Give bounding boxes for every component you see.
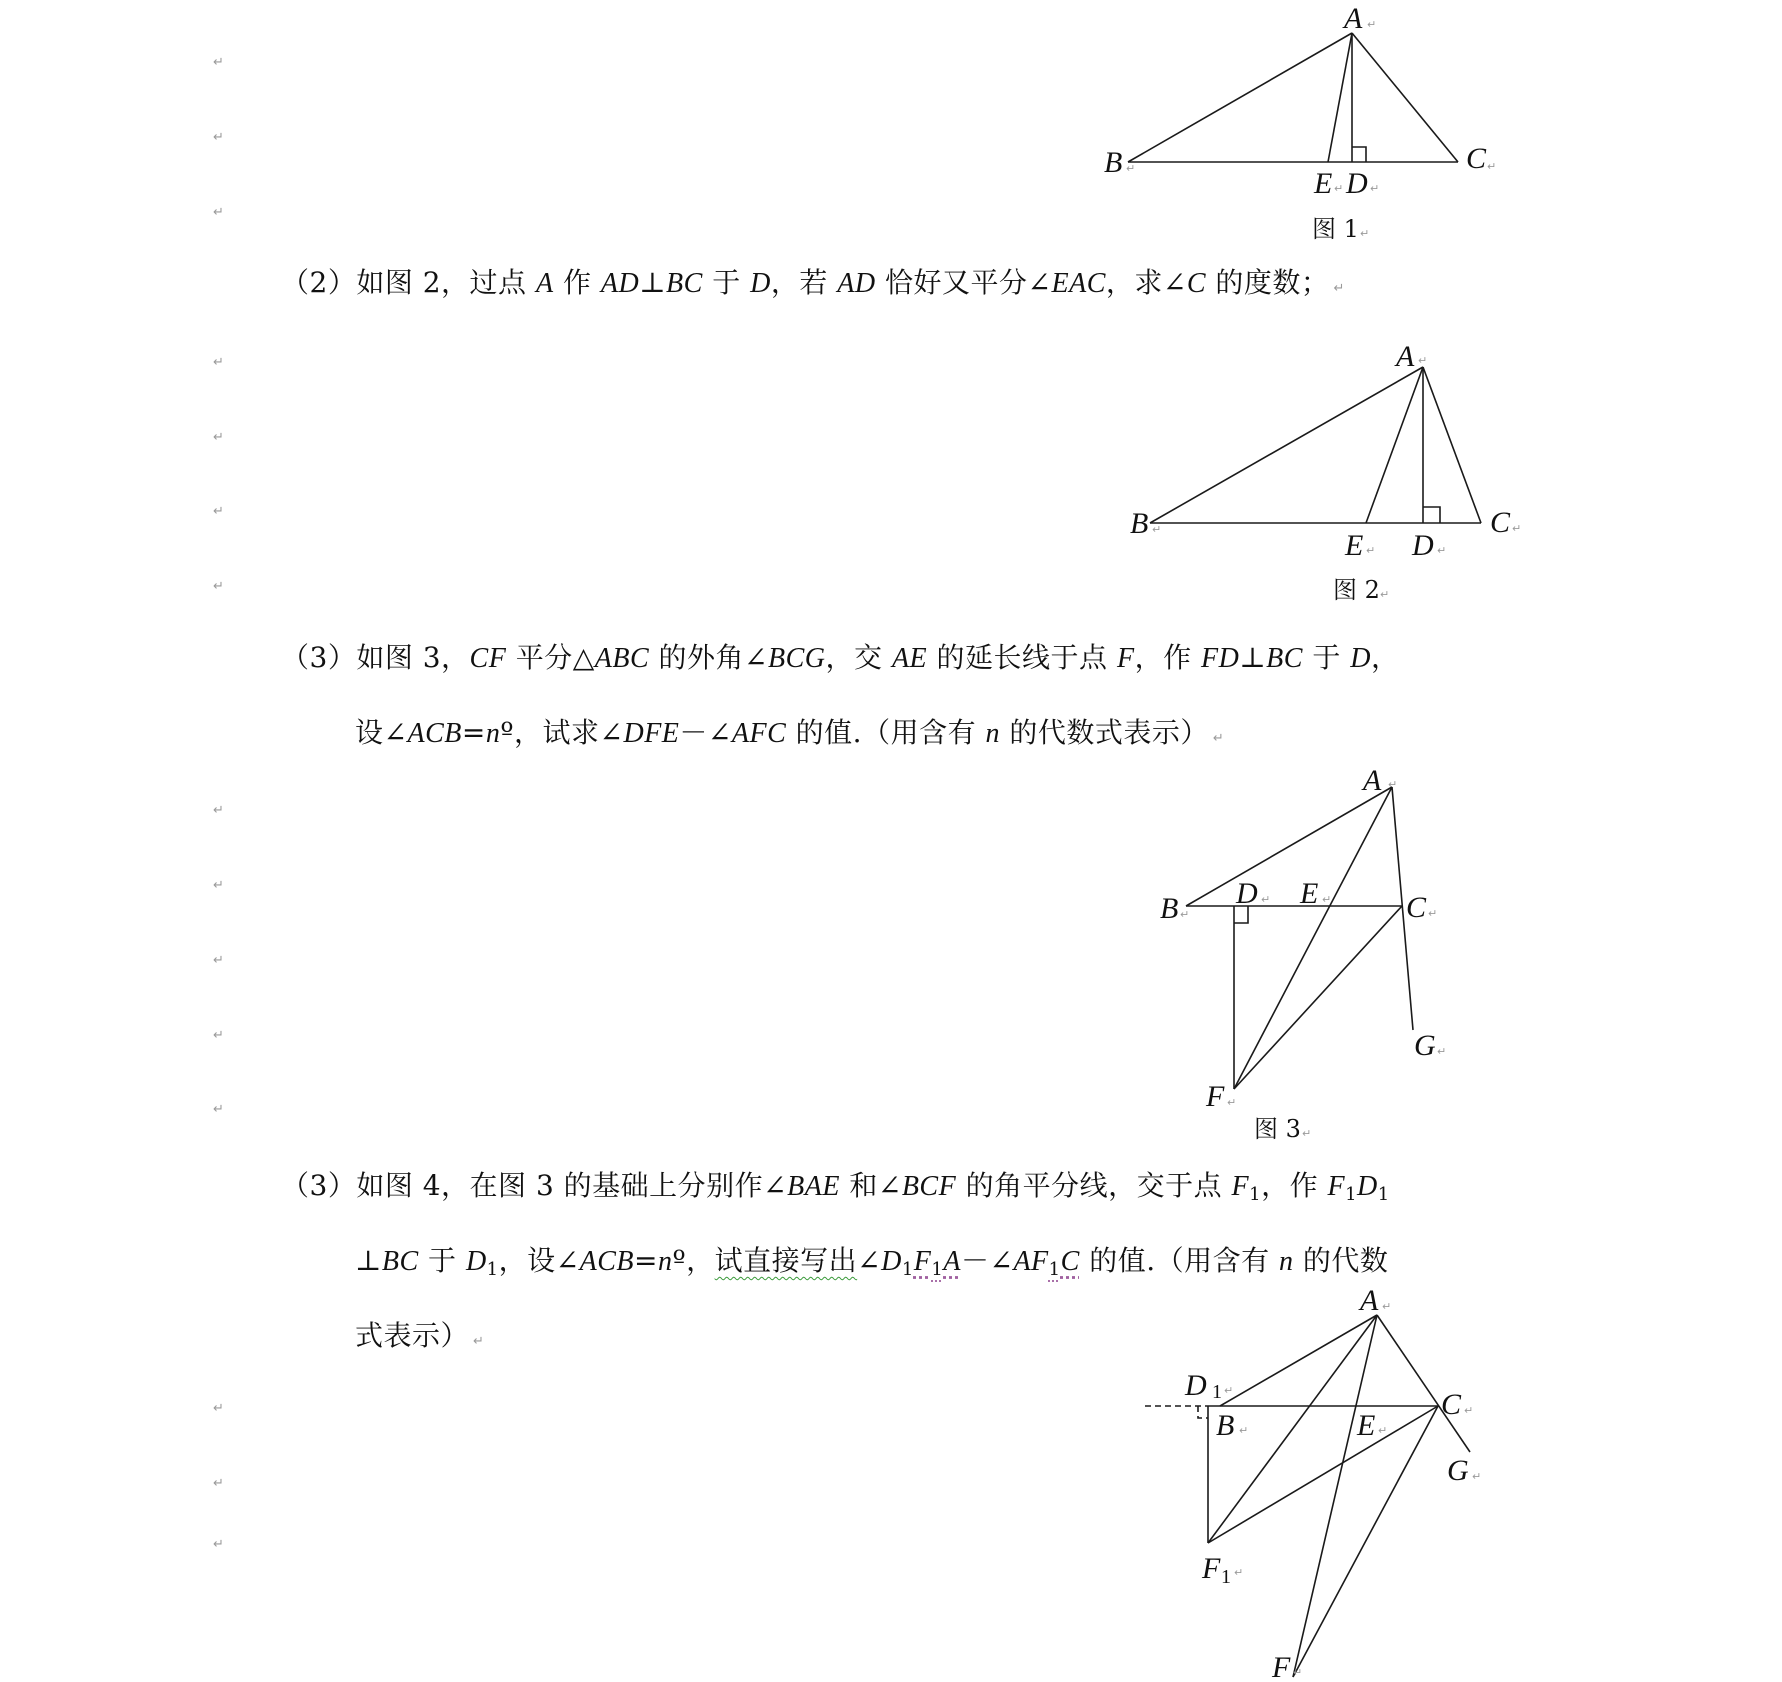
svg-text:↵: ↵ [1152,523,1162,536]
svg-text:↵: ↵ [1367,18,1377,31]
point-label-d: D [1346,167,1368,200]
svg-text:↵: ↵ [1302,1127,1312,1140]
svg-text:↵: ↵ [1322,893,1332,906]
svg-text:↵: ↵ [1366,544,1376,557]
point-label-b: B [1160,892,1179,925]
svg-text:↵: ↵ [1487,160,1497,173]
paragraph-mark: ↵ [213,1476,224,1491]
question-3b-line-3: 式表示） ↵ [355,1319,485,1352]
figure-1 [1104,2,1496,243]
svg-text:↵: ↵ [1382,1300,1392,1313]
svg-text:↵: ↵ [1360,227,1370,240]
point-label-a: A [1396,340,1415,373]
point-label-c: C [1441,1388,1462,1421]
point-label-f: F [1206,1080,1225,1113]
right-angle-mark [1352,147,1366,162]
svg-text:↵: ↵ [1380,588,1390,601]
paragraph-mark: ↵ [213,878,224,893]
point-label-c: C [1466,142,1487,175]
svg-text:↵: ↵ [1261,893,1271,906]
paragraph-mark: ↵ [213,1102,224,1117]
figure-2 [1130,340,1521,604]
svg-text:↵: ↵ [1388,778,1398,791]
figure-3 [1160,764,1446,1143]
paragraph-mark: ↵ [213,1537,224,1552]
svg-text:↵: ↵ [1464,1404,1474,1417]
svg-text:↵: ↵ [1378,1424,1388,1437]
svg-text:1: 1 [1221,1566,1231,1588]
point-label-c: C [1406,891,1427,924]
point-label-f1: F [1202,1552,1221,1585]
svg-text:↵: ↵ [1239,1424,1249,1437]
point-label-e: E [1314,167,1333,200]
return-mark: ↵ [1333,281,1345,296]
svg-text:↵: ↵ [1126,162,1136,175]
paragraph-mark: ↵ [213,355,224,370]
svg-text:↵: ↵ [1370,182,1380,195]
svg-text:↵: ↵ [1428,907,1438,920]
point-label-g: G [1447,1454,1469,1487]
figure-caption: 图 2 [1333,576,1380,604]
figure-4 [1145,1284,1481,1682]
paragraph-mark: ↵ [213,205,224,220]
question-3a-line-2: 设∠ACB=nº，试求∠DFE－∠AFC 的值.（用含有 n 的代数式表示） ↵ [355,716,1225,749]
question-number: （2） [281,266,357,299]
paragraph-mark: ↵ [213,1028,224,1043]
point-label-d: D [1236,877,1258,910]
point-label-f: F [1272,1651,1291,1682]
figure-caption: 图 1 [1312,215,1359,243]
paragraph-mark: ↵ [213,953,224,968]
point-label-a: A [1344,2,1363,35]
point-label-a: A [1360,1284,1379,1317]
question-3b-line-2: ⊥BC 于 $D_1$，设∠ACB=nº，试直接写出$\angle D_1F_1A-\angle AF_1C$ 的值.（用含有 n 的代数 [355,1244,1389,1280]
return-mark: ↵ [1212,731,1225,746]
svg-text:↵: ↵ [1512,522,1522,535]
right-angle-mark [1423,507,1440,523]
svg-text:↵: ↵ [1293,1666,1303,1679]
paragraph-mark: ↵ [213,504,224,519]
svg-text:1: 1 [1212,1381,1222,1403]
svg-text:↵: ↵ [1418,354,1428,367]
svg-text:↵: ↵ [1437,544,1447,557]
paragraph-mark: ↵ [213,579,224,594]
paragraph-mark: ↵ [213,1401,224,1416]
return-mark: ↵ [473,1334,485,1349]
point-label-b: B [1104,146,1123,179]
svg-text:↵: ↵ [1437,1045,1447,1058]
point-label-e: E [1357,1409,1376,1442]
svg-text:↵: ↵ [1180,908,1190,921]
point-label-d1: D [1185,1369,1207,1402]
right-angle-mark [1198,1406,1208,1418]
paragraph-mark: ↵ [213,55,224,70]
point-label-g: G [1414,1029,1436,1062]
svg-text:↵: ↵ [1234,1566,1244,1579]
question-number: （3） [281,1169,357,1202]
svg-text:↵: ↵ [1472,1470,1482,1483]
point-label-d: D [1412,529,1434,562]
svg-text:↵: ↵ [1224,1384,1234,1397]
point-label-e: E [1300,877,1319,910]
point-label-c: C [1490,506,1511,539]
svg-text:↵: ↵ [1334,182,1344,195]
figure-caption: 图 3 [1254,1115,1301,1143]
point-label-b: B [1216,1409,1235,1442]
point-label-e: E [1345,529,1364,562]
paragraph-mark: ↵ [213,803,224,818]
point-label-b: B [1130,507,1149,540]
question-3b-line-1: （3）如图 4，在图 3 的基础上分别作∠BAE 和∠BCF 的角平分线，交于点 $F_1$，作 $F_1D_1$ [281,1169,1390,1205]
paragraph-mark: ↵ [213,430,224,445]
question-2: （2）如图 2，过点 A 作 AD⊥BC 于 D，若 AD 恰好又平分∠EAC，求∠C 的度数； ↵ [281,266,1345,299]
question-3a-line-1: （3）如图 3，CF 平分△ABC 的外角∠BCG，交 AE 的延长线于点 F，作 FD⊥BC 于 D， [281,641,1400,674]
grammar-underline: 试直接写出 [714,1244,858,1277]
point-label-a: A [1363,764,1382,797]
question-number: （3） [281,641,357,674]
paragraph-mark: ↵ [213,130,224,145]
svg-text:↵: ↵ [1227,1096,1237,1109]
